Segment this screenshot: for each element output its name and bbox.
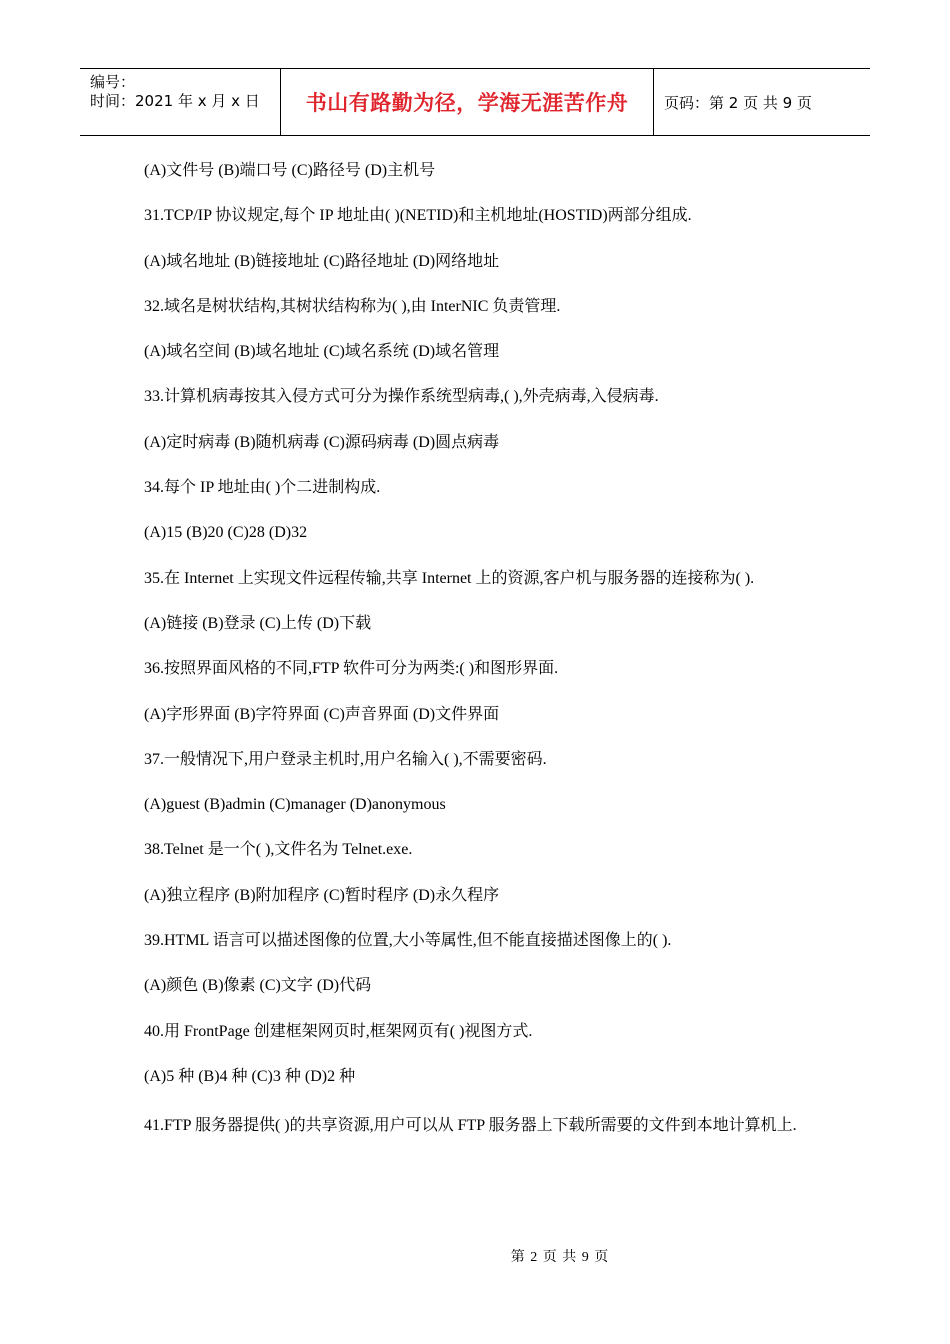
options-30: (A)文件号 (B)端口号 (C)路径号 (D)主机号 <box>144 162 436 179</box>
question-35: 35.在 Internet 上实现文件远程传输,共享 Internet 上的资源,客户机与服务器的连接称为( ). <box>144 569 755 587</box>
footer-page-number: 第 2 页 共 9 页 <box>510 1250 610 1265</box>
motto-text: 书山有路勤为径，学海无涯苦作舟 <box>305 91 629 115</box>
header-page-info: 页码：第 2 页 共 9 页 <box>664 93 812 112</box>
question-31: 31.TCP/IP 协议规定,每个 IP 地址由( )(NETID)和主机地址(HOSTID)两部分组成. <box>144 207 692 225</box>
page-footer <box>0 1246 950 1266</box>
options-34: (A)15 (B)20 (C)28 (D)32 <box>144 524 308 542</box>
question-39: 39.HTML 语言可以描述图像的位置,大小等属性,但不能直接描述图像上的( ). <box>144 932 672 950</box>
question-33: 33.计算机病毒按其入侵方式可分为操作系统型病毒,( ),外壳病毒,入侵病毒. <box>144 388 659 406</box>
question-37: 37.一般情况下,用户登录主机时,用户名输入( ),不需要密码. <box>144 750 547 768</box>
options-40: (A)5 种 (B)4 种 (C)3 种 (D)2 种 <box>144 1067 356 1085</box>
question-40: 40.用 FrontPage 创建框架网页时,框架网页有( )视图方式. <box>144 1022 533 1040</box>
question-36: 36.按照界面风格的不同,FTP 软件可分为两类:( )和图形界面. <box>144 660 559 678</box>
serial-label: 编号： <box>90 73 136 91</box>
options-36: (A)字形界面 (B)字符界面 (C)声音界面 (D)文件界面 <box>144 705 500 723</box>
question-list <box>144 152 824 1148</box>
options-37: (A)guest (B)admin (C)manager (D)anonymous <box>144 796 446 814</box>
options-33: (A)定时病毒 (B)随机病毒 (C)源码病毒 (D)圆点病毒 <box>144 433 500 451</box>
header-meta <box>80 69 281 135</box>
options-32: (A)域名空间 (B)域名地址 (C)域名系统 (D)域名管理 <box>144 343 500 361</box>
question-32: 32.域名是树状结构,其树状结构称为( ),由 InterNIC 负责管理. <box>144 297 561 315</box>
question-34: 34.每个 IP 地址由( )个二进制构成. <box>144 479 381 497</box>
page-header <box>80 68 870 136</box>
options-35: (A)链接 (B)登录 (C)上传 (D)下载 <box>144 614 372 632</box>
options-31: (A)域名地址 (B)链接地址 (C)路径地址 (D)网络地址 <box>144 252 500 270</box>
options-38: (A)独立程序 (B)附加程序 (C)暂时程序 (D)永久程序 <box>144 886 500 904</box>
question-41: 41.FTP 服务器提供( )的共享资源,用户可以从 FTP 服务器上下载所需要的文件到本地计算机上. <box>144 1117 797 1135</box>
date-label: 时间：2021 年 x 月 x 日 <box>90 92 260 110</box>
question-38: 38.Telnet 是一个( ),文件名为 Telnet.exe. <box>144 841 413 859</box>
header-motto-cell <box>281 69 654 135</box>
options-39: (A)颜色 (B)像素 (C)文字 (D)代码 <box>144 977 372 995</box>
